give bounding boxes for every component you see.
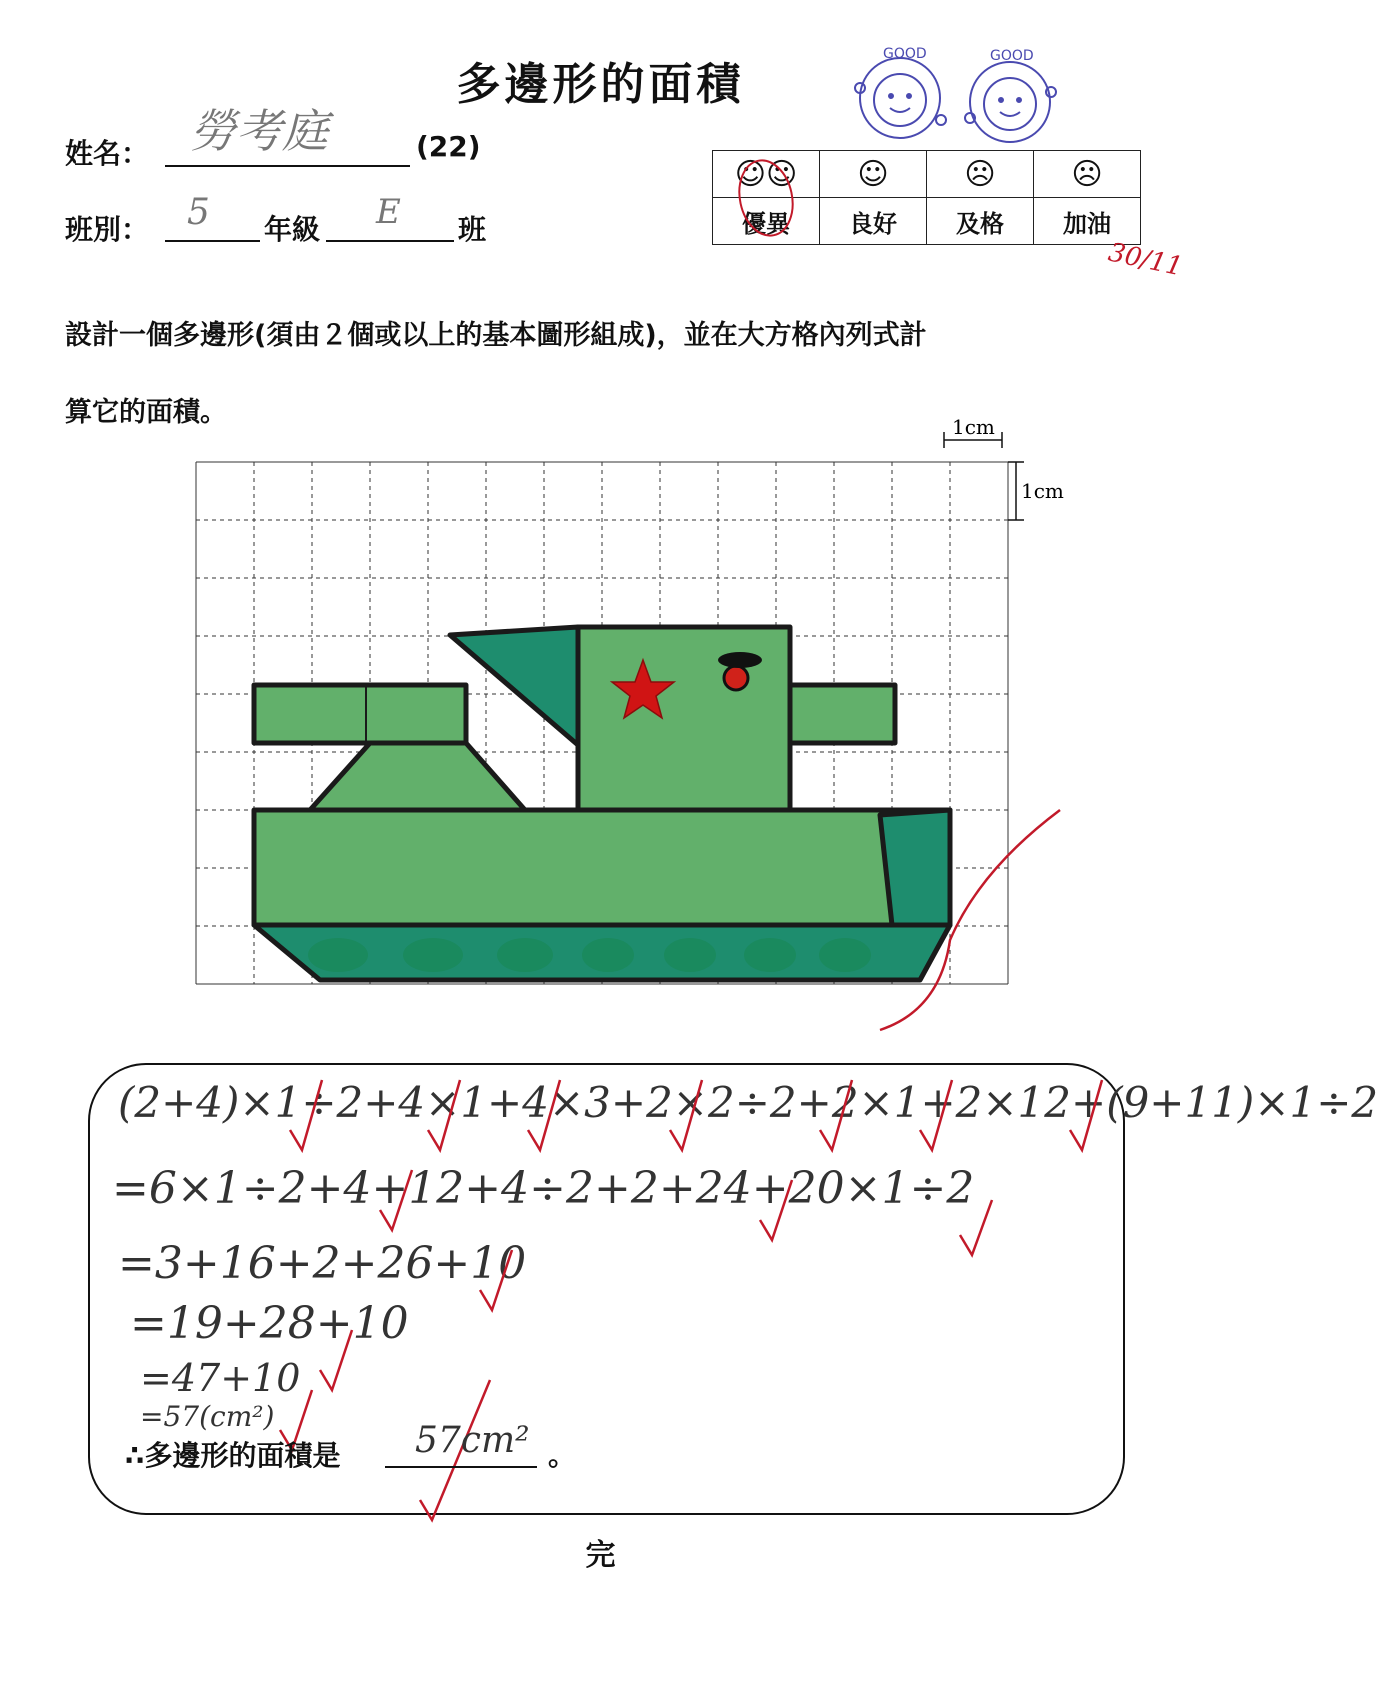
answer-prefix: ∴多邊形的面積是 <box>125 1439 341 1472</box>
tank-drawing <box>254 627 950 980</box>
tank-turret <box>578 627 790 810</box>
tank-flag <box>450 627 578 745</box>
work-line-4: =19+28+10 <box>130 1298 409 1349</box>
name-label: 姓名： <box>65 137 150 170</box>
tank-red-dot <box>724 666 748 690</box>
grade-label: 年級 <box>264 213 321 246</box>
section-value: E <box>376 192 401 232</box>
section-field <box>326 192 454 242</box>
name-field <box>165 95 410 167</box>
end-mark: 完 <box>585 1538 616 1573</box>
grade-value: 5 <box>187 192 210 233</box>
answer-field <box>385 1420 537 1468</box>
rating-label-pass: 及格 <box>927 198 1034 245</box>
rating-face-tryharder: ☹ <box>1034 151 1141 198</box>
unit-label-x: 1cm <box>952 415 995 439</box>
stamp-1-text: GOOD <box>883 46 927 62</box>
section-label: 班 <box>458 213 487 246</box>
page-title: 多邊形的面積 <box>456 59 745 110</box>
tank-hull <box>254 810 950 925</box>
rating-face-pass: ☹ <box>927 151 1034 198</box>
rating-label-excellent: 優異 <box>713 198 820 245</box>
rating-label-good: 良好 <box>820 198 927 245</box>
good-stamp-2 <box>965 48 1056 142</box>
tank-right-gun <box>790 685 895 743</box>
good-stamps <box>845 40 1070 155</box>
tank-front <box>880 810 950 925</box>
rating-face-good: ☺ <box>820 151 927 198</box>
date-note: 30/11 <box>1105 237 1186 283</box>
drawing-area <box>180 415 1064 1040</box>
stamp-2-text: GOOD <box>990 48 1034 64</box>
class-number: (22) <box>416 130 481 163</box>
work-line-5: =47+10 <box>140 1356 301 1400</box>
work-line-3: =3+16+2+26+10 <box>118 1238 527 1289</box>
rating-selection-mark <box>728 152 808 242</box>
rating-face-excellent: ☺☺ <box>713 151 820 198</box>
answer-value: 57cm² <box>415 1420 530 1461</box>
good-stamp-1 <box>855 46 946 138</box>
unit-label-y: 1cm <box>1021 479 1064 503</box>
answer-suffix: 。 <box>548 1439 577 1472</box>
work-line-1: (2+4)×1÷2+4×1+4×3+2×2÷2+2×1+2×12+(9+11)×1÷2 <box>118 1078 1378 1127</box>
tank-connector <box>310 743 525 810</box>
work-line-6: =57(cm²) <box>140 1400 275 1433</box>
work-line-2: =6×1÷2+4+12+4÷2+2+24+20×1÷2 <box>112 1163 975 1214</box>
class-label: 班別： <box>65 213 150 246</box>
name-value: 勞考庭 <box>190 104 328 158</box>
rating-label-tryharder: 加油 <box>1034 198 1141 245</box>
instruction-line-2: 算它的面積。 <box>65 397 227 428</box>
grade-field <box>165 192 260 242</box>
tank-left-gun <box>254 685 466 743</box>
instruction-line-1: 設計一個多邊形(須由２個或以上的基本圖形組成)，並在大方格內列式計 <box>65 320 927 351</box>
